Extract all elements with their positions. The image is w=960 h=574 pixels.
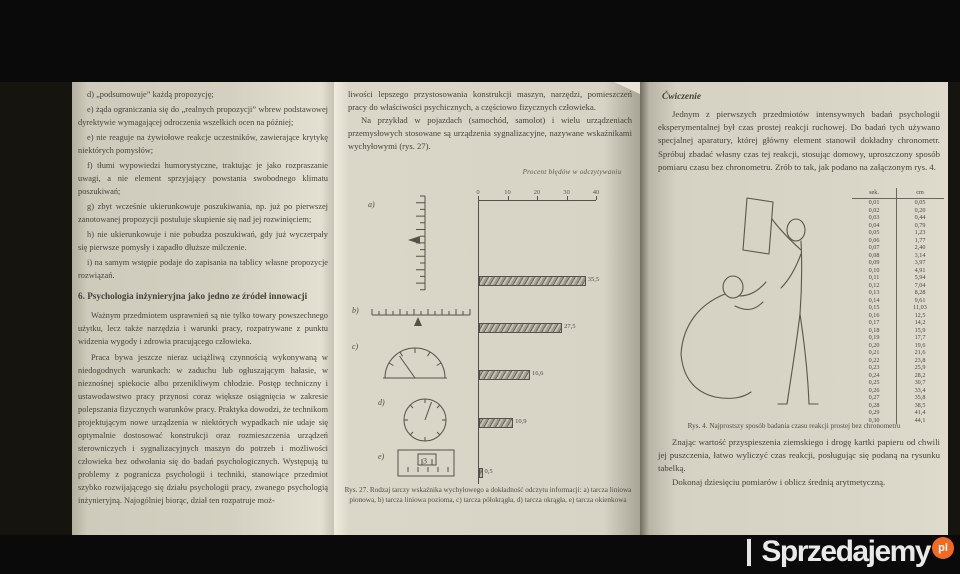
table-row	[852, 297, 944, 305]
cell-sek: 0,14	[868, 296, 880, 304]
paragraph: Ważnym przedmiotem usprawnień są nie tylko towary powszechnego użytku, lecz także narzędzia i warunki pracy, rozpatrywane z punktu widzenia wygody i zdrowia pracującego człowieka.	[78, 311, 328, 346]
table-row	[852, 402, 944, 410]
table-row	[852, 387, 944, 395]
list-item: e) żąda ograniczania się do „realnych propozycji” wbrew podstawowej dyrektywie wymagającej odroczenia wszelkich ocen na później;	[78, 105, 328, 127]
book-photo	[0, 82, 960, 535]
window-digit: 3	[423, 456, 427, 466]
cell-cm: 5,94	[896, 274, 943, 282]
cell-sek: 0,19	[868, 334, 880, 341]
cell-sek: 0,25	[868, 379, 880, 386]
cell-cm: 19,6	[896, 342, 943, 350]
dial-semicircular-icon	[383, 348, 447, 378]
figure-label-d: d)	[378, 398, 385, 407]
cell-cm: 38,5	[896, 402, 943, 410]
cell-sek: 0,02	[868, 206, 880, 214]
exercise-heading: Ćwiczenie	[662, 92, 702, 102]
cell-sek: 0,08	[868, 251, 880, 259]
sprzedajemy-watermark	[747, 537, 954, 567]
cell-sek: 0,09	[868, 259, 880, 266]
dial-horizontal-scale-icon	[372, 309, 470, 326]
left-page-text	[78, 88, 328, 510]
figure-caption: Rys. 4. Najprostszy sposób badania czasu reakcji prostej bez chronometru	[687, 422, 901, 430]
cell-sek: 0,11	[868, 274, 880, 281]
list-item: h) nie ukierunkowuje i nie pobudza poszukiwań, gdy już wyczerpały się pierwsze pomysły i zapadło dłuższe milczenie.	[78, 230, 328, 252]
table-header-cm: cm	[896, 188, 943, 198]
axis-tick-mark	[478, 196, 479, 200]
cell-cm: 1,77	[896, 237, 943, 245]
cell-cm: 11,03	[896, 304, 943, 312]
cell-sek: 0,23	[868, 364, 880, 371]
axis-tick-label: 20	[533, 189, 541, 196]
cell-sek: 0,22	[868, 356, 880, 364]
cell-sek: 0,16	[868, 311, 880, 319]
cell-sek: 0,01	[868, 199, 880, 206]
cell-sek: 0,13	[868, 289, 880, 296]
table-row	[852, 229, 944, 237]
axis-tick-label: 40	[592, 189, 600, 196]
dial-window-icon	[398, 450, 454, 476]
table-row	[852, 252, 944, 260]
chart-x-axis	[478, 200, 596, 201]
axis-tick-label: 30	[563, 189, 570, 196]
table-row	[852, 394, 944, 402]
bar-value-label: 35,5	[587, 276, 600, 283]
book-page-right	[640, 82, 948, 535]
cell-cm: 3,97	[896, 259, 943, 267]
standing-person-icon	[772, 219, 818, 404]
table-row	[852, 349, 944, 357]
watermark-separator-bar	[747, 539, 751, 566]
list-item: e) nie reaguje na żywiołowe reakcje uczestników, zawierające krytykę niektórych pomysłów;	[78, 133, 328, 155]
paragraph: Jednym z pierwszych przedmiotów intensywnych badań psychologii eksperymentalnej był czas prostej reakcji ruchowej. Do badań tych używano specjalnej aparatury, której główny element stanowił dokładny chronometr. Spróbuj zbadać własny czas tej reakcji, stosując domowy, uproszczony sposób pomiaru czasu bez chronometru. Zrób to tak, jak podano na załączonym rys. 4.	[658, 109, 940, 172]
table-row	[852, 282, 944, 290]
axis-tick-label: 0	[476, 189, 480, 196]
table-row	[852, 409, 944, 417]
paragraph: liwości lepszego przystosowania konstrukcji maszyn, narzędzi, pomieszczeń pracy do właściwości psychicznych, a częściowo fizycznych człowieka.	[348, 89, 632, 112]
cell-cm: 28,2	[896, 372, 943, 380]
table-row	[852, 342, 944, 350]
cell-sek: 0,27	[868, 394, 880, 401]
brand-wordmark: Sprzedajemy	[761, 535, 930, 568]
table-row	[852, 304, 944, 312]
table-row	[852, 372, 944, 380]
cell-cm: 15,9	[896, 327, 943, 335]
axis-tick-mark	[567, 196, 568, 200]
reaction-time-table	[852, 188, 944, 424]
cell-cm: 25,9	[896, 364, 943, 372]
table-header	[852, 188, 944, 199]
paper-sheet-icon	[743, 198, 773, 254]
table-row	[852, 244, 944, 252]
reaction-table-body	[852, 199, 944, 424]
list-item: f) tłumi wypowiedzi humorystyczne, traktując je jako rozpraszanie uwagi, a nie element sprzyjający powstania swobodnego klimatu poszukiwań;	[78, 161, 328, 196]
bar	[479, 468, 483, 478]
middle-page-text	[348, 88, 632, 153]
right-page-lower-text	[658, 436, 940, 489]
cell-cm: 3,14	[896, 252, 943, 260]
cell-cm: 8,28	[896, 289, 943, 297]
cell-sek: 0,04	[868, 221, 880, 229]
cell-cm: 44,1	[896, 417, 943, 425]
cell-sek: 0,26	[868, 386, 880, 394]
cell-cm: 35,8	[896, 394, 943, 402]
bar	[479, 370, 530, 380]
axis-tick-mark	[537, 196, 538, 200]
cell-sek: 0,10	[868, 266, 880, 274]
cell-sek: 0,21	[868, 349, 880, 356]
chart-title: Procent błędów w odczytywaniu	[522, 168, 622, 176]
brand-pl-badge: pl	[932, 537, 954, 559]
table-row	[852, 319, 944, 327]
bar-chart	[478, 190, 640, 490]
axis-tick-mark	[596, 196, 597, 200]
figure-label-b: b)	[352, 306, 359, 315]
cell-cm: 0,44	[896, 214, 943, 222]
cell-sek: 0,17	[868, 319, 880, 326]
cell-cm: 21,6	[896, 349, 943, 357]
cell-sek: 0,29	[868, 409, 880, 416]
table-row	[852, 364, 944, 372]
cell-sek: 0,12	[868, 281, 880, 289]
paragraph: Dokonaj dziesięciu pomiarów i oblicz średnią arytmetyczną.	[672, 476, 886, 487]
axis-tick-mark	[508, 196, 509, 200]
book-page-left	[72, 82, 334, 535]
table-row	[852, 312, 944, 320]
bar	[479, 418, 513, 428]
cell-sek: 0,06	[868, 236, 880, 244]
cell-sek: 0,05	[868, 229, 880, 236]
table-row	[852, 379, 944, 387]
cell-cm: 2,40	[896, 244, 943, 252]
section-heading: 6. Psychologia inżynieryjna jako jedno ze źródeł innowacji	[78, 291, 308, 301]
cell-sek: 0,15	[868, 304, 880, 311]
cell-sek: 0,07	[868, 244, 880, 251]
cell-sek: 0,03	[868, 214, 880, 221]
table-row	[852, 237, 944, 245]
cell-cm: 41,4	[896, 409, 943, 417]
cell-cm: 9,61	[896, 297, 943, 305]
figure-caption: Rys. 27. Rodzaj tarczy wskaźnika wychyłowego a dokładność odczytu informacji: a) tarcza liniowa pionowa, b) tarcza liniowa pozioma, c) tarcza półokrągła, d) tarcza okrągła, e) tarcza okienkowa	[344, 486, 632, 504]
table-row	[852, 327, 944, 335]
list-item: i) na samym wstępie podaje do zapisania na tablicy własne propozycje rozwiązań.	[78, 258, 328, 280]
table-row	[852, 222, 944, 230]
bar-value-label: 16,6	[531, 370, 544, 377]
bar-value-label: 27,5	[564, 323, 576, 330]
cell-sek: 0,20	[868, 341, 880, 349]
crouching-person-icon	[681, 276, 766, 398]
table-row	[852, 214, 944, 222]
figure-label-a: a)	[368, 200, 375, 209]
reaction-test-illustration	[655, 192, 855, 420]
cell-cm: 0,20	[896, 207, 943, 215]
cell-cm: 0,05	[896, 199, 943, 207]
cell-cm: 12,5	[896, 312, 943, 320]
paragraph: Znając wartość przyspieszenia ziemskiego i drogę kartki papieru od chwili jej puszczenia, łatwo wyliczyć czas reakcji, posługując się podaną na rysunku tabelką.	[658, 437, 940, 474]
table-row	[852, 259, 944, 267]
cell-cm: 30,7	[896, 379, 943, 387]
table-row	[852, 267, 944, 275]
cell-cm: 23,8	[896, 357, 943, 365]
cell-sek: 0,30	[868, 416, 880, 424]
table-row	[852, 199, 944, 207]
dial-drawings	[348, 188, 478, 488]
book-page-middle	[334, 82, 640, 535]
table-row	[852, 357, 944, 365]
cell-cm: 17,7	[896, 334, 943, 342]
chart-y-axis	[478, 200, 479, 484]
table-row	[852, 207, 944, 215]
table-header-sek: sek.	[869, 189, 879, 196]
table-row	[852, 334, 944, 342]
cell-sek: 0,28	[868, 401, 880, 409]
dial-vertical-scale-icon	[408, 196, 425, 290]
list-item: d) „podsumowuje” każdą propozycję;	[87, 90, 214, 99]
cell-sek: 0,24	[868, 371, 880, 379]
list-item: g) zbyt wcześnie ukierunkowuje poszukiwania, np. już po pierwszej zanotowanej propozycji postuluje skupienie się nad jej rozwinięciem;	[78, 202, 328, 224]
paragraph: Praca bywa jeszcze nieraz uciążliwą czynnością wykonywaną w niedogodnych warunkach: w zaduchu lub ogłuszającym hałasie, w nieznośnej spiekocie albo przenikliwym chłodzie. Postęp techniczny i ustawodawstwo pracy przynosi coraz większe osiągnięcia w zakresie polepszania fizycznych warunków pracy. Praktyka dowodzi, że technikom projektującym nowe urządzenia w niektórych wypadkach nie udaje się optymalnie dostosować konstrukcji oraz rozmieszczenia urządzeń sterowniczych i sygnalizacyjnych maszyn do potrzeb i możliwości człowieka bez odwołania się do badań psychologicznych. Występują tu problemy z pogranicza psychologii i techniki, stanowiące przedmiot szybko rozwijającego się działu psychologii pracy, zwanego psychologią inżynieryjną. Najogólniej biorąc, dział ten rozpatruje moż-	[78, 353, 328, 505]
table-row	[852, 274, 944, 282]
figure-label-c: c)	[352, 342, 359, 351]
figure-label-e: e)	[378, 452, 385, 461]
cell-sek: 0,18	[868, 326, 880, 334]
bar	[479, 323, 562, 333]
cell-cm: 0,79	[896, 222, 943, 230]
cell-cm: 4,91	[896, 267, 943, 275]
axis-tick-label: 10	[504, 189, 511, 196]
top-letterbox	[0, 0, 960, 82]
table-row	[852, 289, 944, 297]
dial-round-icon	[404, 399, 446, 441]
bar-value-label: 0,5	[484, 468, 493, 475]
cell-cm: 14,2	[896, 319, 943, 327]
cell-cm: 1,23	[896, 229, 943, 237]
left-page-list	[78, 88, 328, 282]
bar	[479, 276, 586, 286]
cell-cm: 7,04	[896, 282, 943, 290]
cell-cm: 33,4	[896, 387, 943, 395]
paragraph: Na przykład w pojazdach (samochód, samolot) i wielu urządzeniach przemysłowych stosowane są urządzenia sygnalizacyjne, nazywane wskaźnikami wychyłowymi (rys. 27).	[348, 115, 632, 151]
bar-value-label: 10,9	[515, 418, 527, 425]
